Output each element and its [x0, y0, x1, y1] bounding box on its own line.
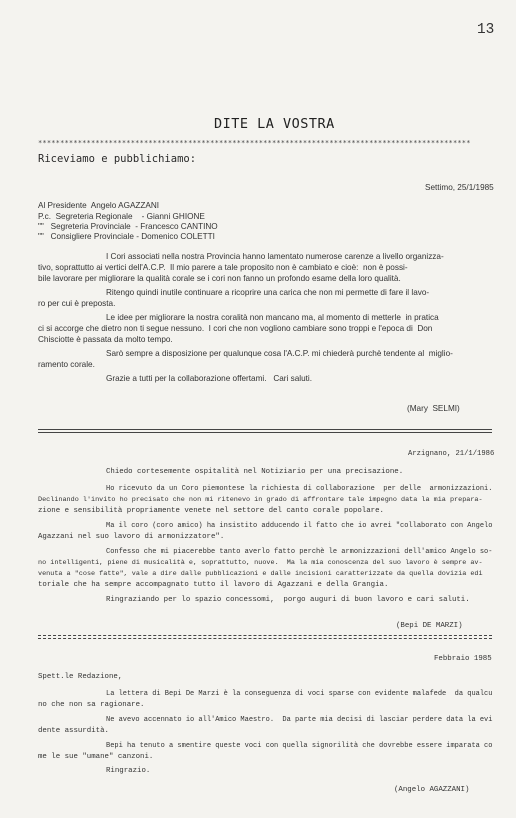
letter2-line: Ringraziando per lo spazio concessomi, porgo auguri di buon lavoro e cari saluti. [106, 596, 470, 604]
letter1-line: Sarò sempre a disposizione per qualunque cosa l'A.C.P. mi chiederà purchè tendente al miglio- [106, 349, 453, 358]
letter3-line: no che non sa ragionare. [38, 701, 145, 709]
letter3-line: Bepi ha tenuto a smentire queste voci con quella signorilità che dovrebbe essere imparata co [106, 742, 493, 750]
letter2-line: toriale che ha sempre accompagnato tutto il lavoro di Agazzani e della Grangia. [38, 581, 389, 589]
letter3-line: La lettera di Bepi De Marzi è la conseguenza di voci sparse con evidente malafede da qualcu [106, 690, 493, 698]
letter3-line: Ringrazio. [106, 767, 151, 775]
divider-line [38, 635, 492, 636]
letter1-line: ro per cui è preposta. [38, 299, 116, 308]
letter2-line: zione e sensibilità propriamente venete nel settore del canto corale popolare. [38, 507, 384, 515]
intro-line: Riceviamo e pubblichiamo: [38, 153, 197, 165]
divider-line [38, 638, 492, 639]
letter1-line: Chisciotte è passata da molto tempo. [38, 335, 173, 344]
letter2-line: Declinando l'invito ho precisato che non mi ritenevo in grado di affrontare tale impegno data la mia prepara- [38, 496, 483, 504]
letter1-line: Grazie a tutti per la collaborazione offertami. Cari saluti. [106, 374, 312, 383]
letter2-signature: (Bepi DE MARZI) [396, 622, 463, 630]
letter2-line: venuta a "cose fatte", vale a dire dalle pubblicazioni e dalle incisioni caratterizzate da quella dovizia edi [38, 570, 483, 578]
star-divider: ************************************************************************************************** [38, 139, 471, 147]
letter3-date: Febbraio 1985 [434, 655, 492, 663]
letter3-line: dente assurdità. [38, 727, 109, 735]
divider-line [38, 432, 492, 433]
letter1-cc-line: "" Segreteria Provinciale - Francesco CANTINO [38, 222, 218, 231]
letter1-signature: (Mary SELMI) [407, 404, 460, 413]
letter1-line: I Cori associati nella nostra Provincia hanno lamentato numerose carenze a livello organizza- [106, 252, 444, 261]
letter1-line: ramento corale. [38, 360, 95, 369]
letter2-line: Ma il coro (coro amico) ha insistito adducendo il fatto che io avrei "collaborato con Angelo [106, 522, 493, 530]
letter1-date: Settimo, 25/1/1985 [425, 183, 494, 192]
letter3-salutation: Spett.le Redazione, [38, 673, 123, 681]
letter1-line: bile lavorare per migliorare la qualità corale se i cori non fanno un profondo esame della loro qualità. [38, 274, 401, 283]
letter2-line: Agazzani nel suo lavoro di armonizzatore". [38, 533, 225, 541]
letter2-date: Arzignano, 21/1/1986 [408, 450, 495, 458]
divider-line [38, 429, 492, 430]
letter2-line: Ho ricevuto da un Coro piemontese la richiesta di collaborazione per delle armonizzazioni. [106, 485, 493, 493]
letter1-line: ci si accorge che dietro non ti segue nessuno. I cori che non vogliono cambiare sono troppi e l'epoca di Don [38, 324, 433, 333]
page-number: 13 [477, 22, 495, 38]
letter3-line: me le sue "umane" canzoni. [38, 753, 154, 761]
letter1-line: Ritengo quindi inutile continuare a ricoprire una carica che non mi permette di fare il lavo- [106, 288, 430, 297]
letter3-line: Ne avevo accennato io all'Amico Maestro. Da parte mia decisi di lasciar perdere data la evi [106, 716, 493, 724]
letter1-addressee: Al Presidente Angelo AGAZZANI [38, 201, 160, 210]
letter1-line: tivo, soprattutto ai vertici dell'A.C.P. Il mio parere a tale proposito non è cambiato e cioè: non è possi- [38, 263, 408, 272]
letter3-signature: (Angelo AGAZZANI) [394, 786, 470, 794]
letter2-line: no intelligenti, piene di musicalità e, soprattutto, nuove. Ma la mia conoscenza del suo lavoro è sempre av- [38, 559, 483, 567]
letter2-line: Chiedo cortesemente ospitalità nel Notiziario per una precisazione. [106, 468, 404, 476]
page-title: DITE LA VOSTRA [214, 116, 335, 132]
letter1-cc-line: "" Consigliere Provinciale - Domenico COLETTI [38, 232, 215, 241]
letter1-line: Le idee per migliorare la nostra coralità non mancano ma, al momento di metterle in pratica [106, 313, 439, 322]
letter1-cc-line: P.c. Segreteria Regionale - Gianni GHIONE [38, 212, 205, 221]
letter2-line: Confesso che mi piacerebbe tanto averlo fatto perchè le armonizzazioni dell'amico Angelo so- [106, 548, 493, 556]
